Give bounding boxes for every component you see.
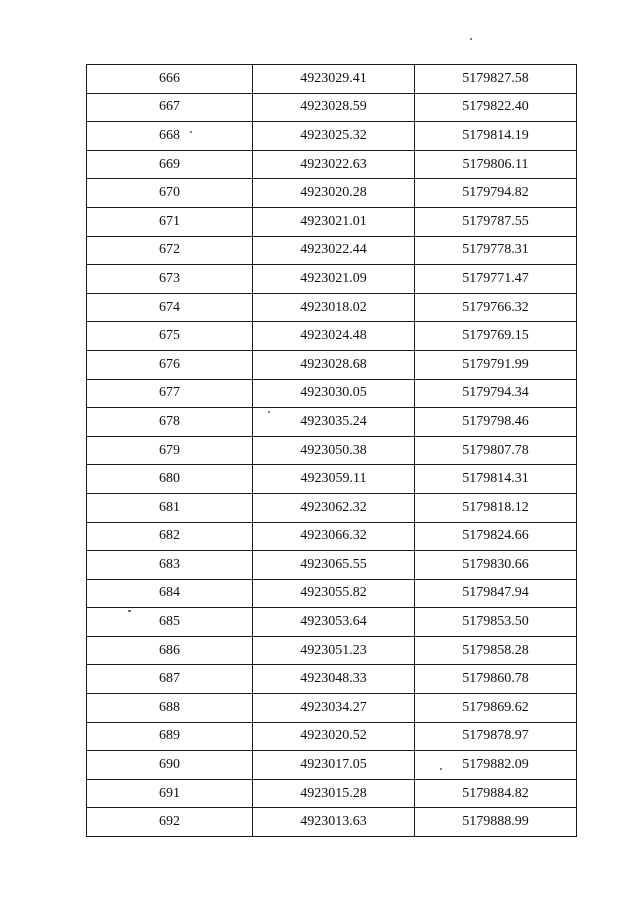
table-row [87, 493, 577, 522]
point-number-cell: 683 [87, 551, 253, 580]
y-coordinate-cell: 5179798.46 [415, 408, 577, 437]
y-coordinate-cell: 5179814.19 [415, 122, 577, 151]
point-number-cell: 679 [87, 436, 253, 465]
x-coordinate-cell: 4923025.32 [253, 122, 415, 151]
point-number-cell: 689 [87, 722, 253, 751]
table-row [87, 551, 577, 580]
y-coordinate-cell: 5179778.31 [415, 236, 577, 265]
x-coordinate-cell: 4923066.32 [253, 522, 415, 551]
y-coordinate-cell: 5179814.31 [415, 465, 577, 494]
y-coordinate-cell: 5179794.34 [415, 379, 577, 408]
table-row [87, 779, 577, 808]
point-number-cell: 678 [87, 408, 253, 437]
y-coordinate-cell: 5179766.32 [415, 293, 577, 322]
x-coordinate-cell: 4923035.24 [253, 408, 415, 437]
table-row [87, 522, 577, 551]
y-coordinate-cell: 5179787.55 [415, 207, 577, 236]
point-number-cell: 677 [87, 379, 253, 408]
y-coordinate-cell: 5179806.11 [415, 150, 577, 179]
point-number-cell: 691 [87, 779, 253, 808]
point-number-cell: 666 [87, 65, 253, 94]
table-row [87, 808, 577, 837]
scan-speck [470, 38, 472, 40]
point-number-cell: 667 [87, 93, 253, 122]
table-row [87, 379, 577, 408]
x-coordinate-cell: 4923020.52 [253, 722, 415, 751]
y-coordinate-cell: 5179794.82 [415, 179, 577, 208]
y-coordinate-cell: 5179869.62 [415, 694, 577, 723]
x-coordinate-cell: 4923028.68 [253, 350, 415, 379]
x-coordinate-cell: 4923059.11 [253, 465, 415, 494]
x-coordinate-cell: 4923034.27 [253, 694, 415, 723]
y-coordinate-cell: 5179807.78 [415, 436, 577, 465]
y-coordinate-cell: 5179791.99 [415, 350, 577, 379]
scan-speck [190, 131, 192, 133]
point-number-cell: 672 [87, 236, 253, 265]
y-coordinate-cell: 5179769.15 [415, 322, 577, 351]
x-coordinate-cell: 4923051.23 [253, 636, 415, 665]
table-row [87, 350, 577, 379]
y-coordinate-cell: 5179882.09 [415, 751, 577, 780]
table-row [87, 322, 577, 351]
x-coordinate-cell: 4923055.82 [253, 579, 415, 608]
coordinates-table [86, 64, 577, 837]
x-coordinate-cell: 4923022.44 [253, 236, 415, 265]
y-coordinate-cell: 5179830.66 [415, 551, 577, 580]
table-row [87, 636, 577, 665]
x-coordinate-cell: 4923050.38 [253, 436, 415, 465]
x-coordinate-cell: 4923017.05 [253, 751, 415, 780]
y-coordinate-cell: 5179860.78 [415, 665, 577, 694]
x-coordinate-cell: 4923020.28 [253, 179, 415, 208]
point-number-cell: 688 [87, 694, 253, 723]
table-row [87, 436, 577, 465]
table-row [87, 751, 577, 780]
y-coordinate-cell: 5179818.12 [415, 493, 577, 522]
point-number-cell: 690 [87, 751, 253, 780]
y-coordinate-cell: 5179884.82 [415, 779, 577, 808]
point-number-cell: 681 [87, 493, 253, 522]
table-row [87, 465, 577, 494]
table-row [87, 665, 577, 694]
table-row [87, 722, 577, 751]
x-coordinate-cell: 4923021.01 [253, 207, 415, 236]
point-number-cell: 675 [87, 322, 253, 351]
x-coordinate-cell: 4923013.63 [253, 808, 415, 837]
x-coordinate-cell: 4923030.05 [253, 379, 415, 408]
y-coordinate-cell: 5179824.66 [415, 522, 577, 551]
x-coordinate-cell: 4923028.59 [253, 93, 415, 122]
x-coordinate-cell: 4923022.63 [253, 150, 415, 179]
point-number-cell: 684 [87, 579, 253, 608]
table-row [87, 236, 577, 265]
point-number-cell: 669 [87, 150, 253, 179]
table-row [87, 293, 577, 322]
y-coordinate-cell: 5179853.50 [415, 608, 577, 637]
point-number-cell: 670 [87, 179, 253, 208]
x-coordinate-cell: 4923021.09 [253, 265, 415, 294]
x-coordinate-cell: 4923024.48 [253, 322, 415, 351]
x-coordinate-cell: 4923048.33 [253, 665, 415, 694]
y-coordinate-cell: 5179888.99 [415, 808, 577, 837]
table-row [87, 207, 577, 236]
table-row [87, 579, 577, 608]
table-row [87, 150, 577, 179]
table-row [87, 608, 577, 637]
table-row [87, 694, 577, 723]
x-coordinate-cell: 4923029.41 [253, 65, 415, 94]
y-coordinate-cell: 5179822.40 [415, 93, 577, 122]
x-coordinate-cell: 4923018.02 [253, 293, 415, 322]
point-number-cell: 674 [87, 293, 253, 322]
table-row [87, 408, 577, 437]
x-coordinate-cell: 4923015.28 [253, 779, 415, 808]
y-coordinate-cell: 5179771.47 [415, 265, 577, 294]
scan-speck [128, 610, 131, 612]
point-number-cell: 673 [87, 265, 253, 294]
point-number-cell: 692 [87, 808, 253, 837]
table-body [87, 65, 577, 837]
point-number-cell: 682 [87, 522, 253, 551]
table-row [87, 93, 577, 122]
x-coordinate-cell: 4923053.64 [253, 608, 415, 637]
y-coordinate-cell: 5179878.97 [415, 722, 577, 751]
table-row [87, 265, 577, 294]
point-number-cell: 680 [87, 465, 253, 494]
table-row [87, 65, 577, 94]
point-number-cell: 671 [87, 207, 253, 236]
point-number-cell: 687 [87, 665, 253, 694]
scan-speck [268, 411, 270, 413]
point-number-cell: 668 [87, 122, 253, 151]
x-coordinate-cell: 4923062.32 [253, 493, 415, 522]
y-coordinate-cell: 5179858.28 [415, 636, 577, 665]
table-row [87, 122, 577, 151]
point-number-cell: 685 [87, 608, 253, 637]
point-number-cell: 686 [87, 636, 253, 665]
scan-speck [440, 768, 442, 770]
y-coordinate-cell: 5179827.58 [415, 65, 577, 94]
table-row [87, 179, 577, 208]
y-coordinate-cell: 5179847.94 [415, 579, 577, 608]
x-coordinate-cell: 4923065.55 [253, 551, 415, 580]
point-number-cell: 676 [87, 350, 253, 379]
